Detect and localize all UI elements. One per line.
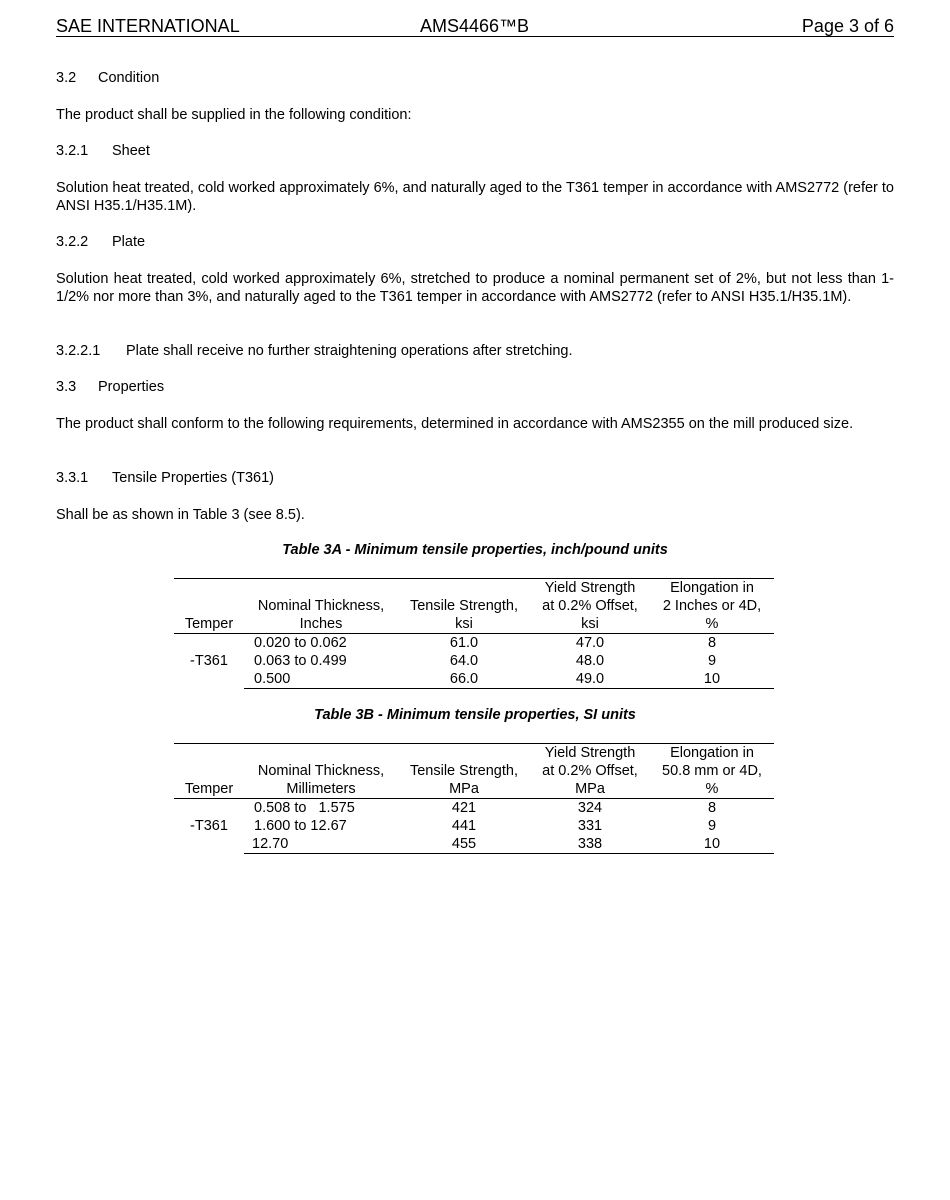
table-3a: [174, 578, 774, 689]
table-row: [174, 670, 774, 689]
elongation-cell: 10: [650, 835, 774, 854]
elongation-cell: 10: [650, 670, 774, 689]
header-cell: Temper: [174, 615, 244, 634]
section-number: 3.3: [56, 379, 77, 395]
section-3-3-heading: [56, 378, 894, 396]
table-row: [174, 817, 774, 835]
section-3-2-1-text: Solution heat treated, cold worked approximately 6%, and naturally aged to the T361 temper in accordance with AMS2772 (refer to ANSI H35.1/H35.1M).: [56, 180, 894, 214]
section-title: Plate: [112, 234, 146, 250]
thickness-cell: 12.70: [244, 835, 398, 854]
section-3-3-1-heading: [56, 469, 894, 487]
elongation-cell: 8: [707, 800, 717, 816]
elongation-cell: 9: [707, 818, 717, 834]
yield-cell: 48.0: [575, 653, 605, 669]
header-cell: Tensile Strength,: [409, 598, 518, 614]
header-cell: Elongation in: [650, 744, 774, 763]
page-header: [56, 14, 894, 37]
table-3b-caption: Table 3B - Minimum tensile properties, SI units: [314, 707, 636, 723]
table-row: [174, 652, 774, 670]
tensile-cell: 455: [398, 835, 530, 854]
table-3a-caption: Table 3A - Minimum tensile properties, inch/pound units: [282, 542, 668, 558]
thickness-cell: 0.020 to 0.062: [254, 635, 347, 651]
section-text: Plate shall receive no further straightening operations after stretching.: [126, 343, 573, 359]
table-header: [174, 744, 774, 799]
header-page-number: Page 3 of 6: [801, 16, 894, 36]
table-row: [174, 835, 774, 854]
thickness-cell: 0.063 to 0.499: [254, 653, 347, 669]
header-cell: Nominal Thickness,: [257, 598, 385, 614]
temper-cell: -T361: [190, 653, 228, 670]
section-3-2-heading: [56, 69, 894, 87]
tensile-cell: 61.0: [449, 635, 479, 651]
header-cell: 50.8 mm or 4D,: [662, 763, 762, 779]
section-title: Condition: [98, 70, 160, 86]
header-cell: Inches: [244, 615, 398, 634]
header-cell: 2 Inches or 4D,: [662, 598, 762, 614]
yield-cell: 331: [577, 818, 603, 834]
section-3-2-text: The product shall be supplied in the following condition:: [56, 107, 412, 123]
header-cell: %: [650, 780, 774, 799]
section-title: Properties: [98, 379, 165, 395]
header-cell: %: [650, 615, 774, 634]
yield-cell: 49.0: [530, 670, 650, 689]
tensile-cell: 421: [451, 800, 477, 816]
thickness-cell: 1.600 to 12.67: [254, 818, 347, 834]
thickness-cell: 0.500: [244, 670, 398, 689]
header-cell: ksi: [530, 615, 650, 634]
section-3-3-1-text: Shall be as shown in Table 3 (see 8.5).: [56, 507, 305, 523]
yield-cell: 324: [577, 800, 603, 816]
section-3-2-2-1: [56, 342, 894, 360]
table-header: [174, 579, 774, 634]
section-3-2-1-heading: [56, 142, 894, 160]
tensile-cell: 64.0: [449, 653, 479, 669]
header-cell: ksi: [398, 615, 530, 634]
header-org: SAE INTERNATIONAL: [56, 16, 240, 36]
header-cell: Temper: [174, 780, 244, 799]
elongation-cell: 9: [707, 653, 717, 669]
header-cell: MPa: [398, 780, 530, 799]
header-cell: Elongation in: [650, 579, 774, 598]
header-cell: at 0.2% Offset,: [542, 763, 638, 779]
section-number: 3.2.2.1: [56, 343, 101, 359]
section-number: 3.3.1: [56, 470, 89, 486]
tensile-cell: 441: [451, 818, 477, 834]
temper-cell: -T361: [190, 818, 228, 835]
header-cell: Nominal Thickness,: [257, 763, 385, 779]
section-title: Sheet: [112, 143, 150, 159]
section-3-2-2-text: Solution heat treated, cold worked approximately 6%, stretched to produce a nominal permanent set of 2%, but not less than 1-1/2% nor more than 3%, and naturally aged to the T361 temper in accordance with AMS2772 (refer to ANSI H35.1/H35.1M).: [56, 271, 894, 305]
section-3-3-text: The product shall conform to the following requirements, determined in accordance with AMS2355 on the mill produced size.: [56, 416, 854, 432]
header-cell: at 0.2% Offset,: [542, 598, 638, 614]
header-cell: MPa: [530, 780, 650, 799]
yield-cell: 338: [530, 835, 650, 854]
yield-cell: 47.0: [575, 635, 605, 651]
section-number: 3.2.1: [56, 143, 89, 159]
thickness-cell: 0.508 to 1.575: [254, 800, 355, 816]
elongation-cell: 8: [707, 635, 717, 651]
header-cell: Millimeters: [244, 780, 398, 799]
header-cell: Yield Strength: [530, 579, 650, 598]
table-row: [174, 799, 774, 818]
section-title: Tensile Properties (T361): [112, 470, 274, 486]
table-row: [174, 634, 774, 653]
header-cell: Tensile Strength,: [409, 763, 518, 779]
section-number: 3.2: [56, 70, 77, 86]
header-doc-number: AMS4466™B: [420, 16, 530, 36]
section-number: 3.2.2: [56, 234, 89, 250]
header-cell: Yield Strength: [530, 744, 650, 763]
section-3-2-2-heading: [56, 233, 894, 251]
table-3b: [174, 743, 774, 854]
tensile-cell: 66.0: [398, 670, 530, 689]
